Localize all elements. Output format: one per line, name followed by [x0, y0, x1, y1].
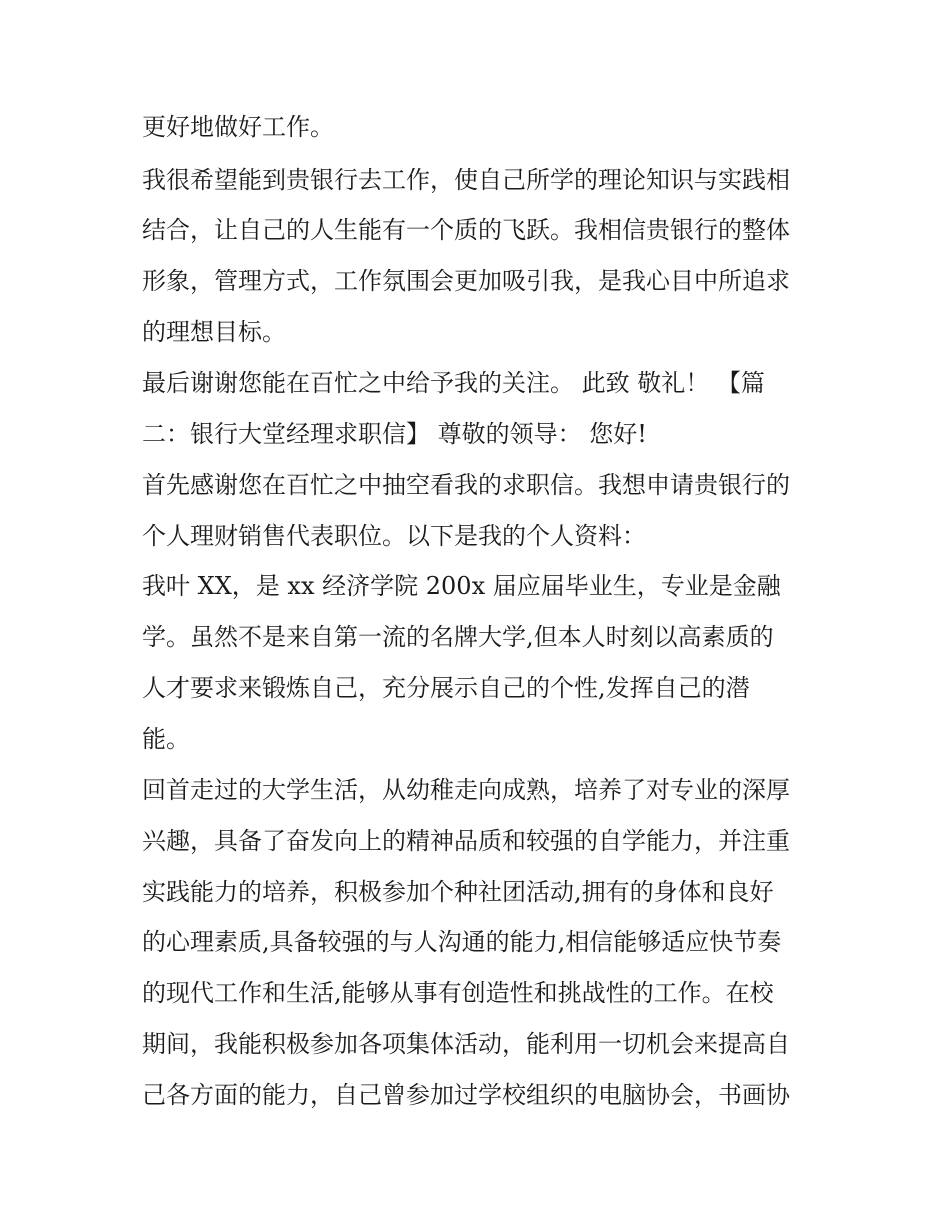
- text-line: 个人理财销售代表职位。以下是我的个人资料：: [142, 522, 646, 550]
- text-line: 学。虽然不是来自第一流的名牌大学,但本人时刻以高素质的: [142, 623, 774, 651]
- text-line: 兴趣，具备了奋发向上的精神品质和较强的自学能力，并注重: [142, 827, 790, 855]
- text-line: 的理想目标。: [142, 318, 286, 346]
- text-line: 的心理素质,具备较强的与人沟通的能力,相信能够适应快节奏: [142, 928, 782, 956]
- text-line: 人才要求来锻炼自己，充分展示自己的个性,发挥自己的潜: [142, 674, 750, 702]
- text-line: 实践能力的培养，积极参加个种社团活动,拥有的身体和良好: [142, 878, 774, 906]
- text-line: 我叶 XX，是 xx 经济学院 200x 届应届毕业生，专业是金融: [142, 572, 781, 600]
- text-line: 结合，让自己的人生能有一个质的飞跃。我相信贵银行的整体: [142, 216, 790, 244]
- text-line: 形象，管理方式，工作氛围会更加吸引我，是我心目中所追求: [142, 267, 790, 295]
- text-line: 能。: [142, 725, 190, 753]
- text-line: 最后谢谢您能在百忙之中给予我的关注。 此致 敬礼！ 【篇: [142, 369, 765, 397]
- text-line: 二：银行大堂经理求职信】 尊敬的领导： 您好!: [142, 420, 647, 448]
- text-line: 回首走过的大学生活，从幼稚走向成熟，培养了对专业的深厚: [142, 776, 790, 804]
- text-line: 我很希望能到贵银行去工作，使自己所学的理论知识与实践相: [142, 166, 790, 194]
- text-line: 己各方面的能力，自己曾参加过学校组织的电脑协会，书画协: [142, 1081, 790, 1109]
- text-line: 期间，我能积极参加各项集体活动，能利用一切机会来提高自: [142, 1030, 790, 1058]
- text-line: 更好地做好工作。: [142, 113, 334, 141]
- text-line: 的现代工作和生活,能够从事有创造性和挑战性的工作。在校: [142, 979, 774, 1007]
- text-line: 首先感谢您在百忙之中抽空看我的求职信。我想申请贵银行的: [142, 471, 790, 499]
